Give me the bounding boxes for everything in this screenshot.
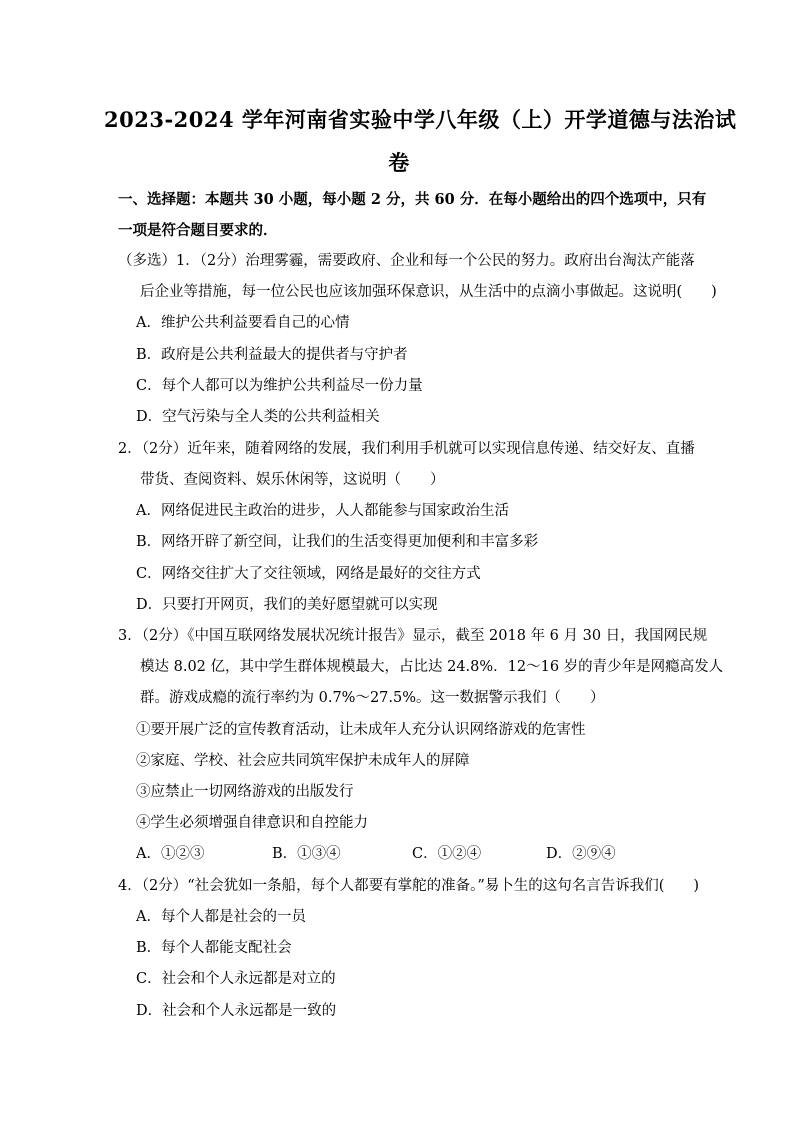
question-3-item-2: ②家庭、学校、社会应共同筑牢保护未成年人的屏障 bbox=[136, 753, 470, 769]
question-3-option-d: D．②⑨④ bbox=[546, 846, 616, 862]
question-4-option-b: B．每个人都能支配社会 bbox=[136, 940, 292, 956]
question-2-stem-line1: 2．（2分）近年来，随着网络的发展，我们利用手机就可以实现信息传递、结交好友、直播 bbox=[118, 441, 695, 457]
question-2-option-b: B．网络开辟了新空间，让我们的生活变得更加便利和丰富多彩 bbox=[136, 534, 539, 550]
question-1-option-c: C．每个人都可以为维护公共利益尽一份力量 bbox=[136, 378, 423, 394]
question-4-option-a: A．每个人都是社会的一员 bbox=[136, 909, 306, 925]
question-3-item-1: ①要开展广泛的宣传教育活动，让未成年人充分认识网络游戏的危害性 bbox=[136, 722, 586, 738]
question-2-option-d: D．只要打开网页，我们的美好愿望就可以实现 bbox=[136, 597, 438, 613]
question-3-option-b: B．①③④ bbox=[272, 846, 341, 862]
question-1-option-d: D．空气污染与全人类的公共利益相关 bbox=[136, 409, 380, 425]
question-1-stem-line1: （多选）1．（2分）治理雾霾，需要政府、企业和每一个公民的努力。政府出台淘汰产能落 bbox=[118, 253, 695, 269]
question-3-stem-line1: 3．（2分）《中国互联网络发展状况统计报告》显示，截至 2018 年 6 月 30 日，我国网民规 bbox=[118, 628, 708, 644]
question-3-item-4: ④学生必须增强自律意识和自控能力 bbox=[136, 815, 368, 831]
question-1-stem-line2: 后企业等措施，每一位公民也应该加强环保意识，从生活中的点滴小事做起。这说明( ) bbox=[140, 284, 717, 300]
question-1-option-b: B．政府是公共利益最大的提供者与守护者 bbox=[136, 347, 408, 363]
exam-title-line2: 卷 bbox=[388, 150, 410, 175]
question-4-stem-line1: 4．（2分）“社会犹如一条船，每个人都要有掌舵的准备。”易卜生的这句名言告诉我们( ) bbox=[118, 878, 700, 894]
section-instructions-line2: 一项是符合题目要求的． bbox=[118, 222, 278, 239]
question-3-option-a: A．①②③ bbox=[136, 846, 205, 862]
question-2-option-c: C．网络交往扩大了交往领域，网络是最好的交往方式 bbox=[136, 566, 481, 582]
question-4-option-d: D．社会和个人永远都是一致的 bbox=[136, 1003, 337, 1019]
question-3-stem-line2: 模达 8.02 亿，其中学生群体规模最大，占比达 24.8%．12～16 岁的青少年是网瘾高发人 bbox=[140, 659, 724, 675]
question-3-options bbox=[136, 842, 656, 862]
question-3-stem-line3: 群。游戏成瘾的流行率约为 0.7%～27.5%。这一数据警示我们（ ） bbox=[140, 690, 605, 706]
question-2-stem-line2: 带货、查阅资料、娱乐休闲等，这说明（ ） bbox=[140, 472, 445, 488]
exam-title-line1: 2023-2024 学年河南省实验中学八年级（上）开学道德与法治试 bbox=[104, 107, 737, 132]
question-1-option-a: A．维护公共利益要看自己的心情 bbox=[136, 315, 350, 331]
question-3-option-c: C．①②④ bbox=[412, 846, 482, 862]
question-2-option-a: A．网络促进民主政治的进步，人人都能参与国家政治生活 bbox=[136, 503, 509, 519]
question-4-option-c: C．社会和个人永远都是对立的 bbox=[136, 971, 336, 987]
section-instructions-line1: 一、选择题：本题共 30 小题，每小题 2 分，共 60 分．在每小题给出的四个选项中，只有 bbox=[118, 191, 707, 208]
question-3-item-3: ③应禁止一切网络游戏的出版发行 bbox=[136, 784, 354, 800]
